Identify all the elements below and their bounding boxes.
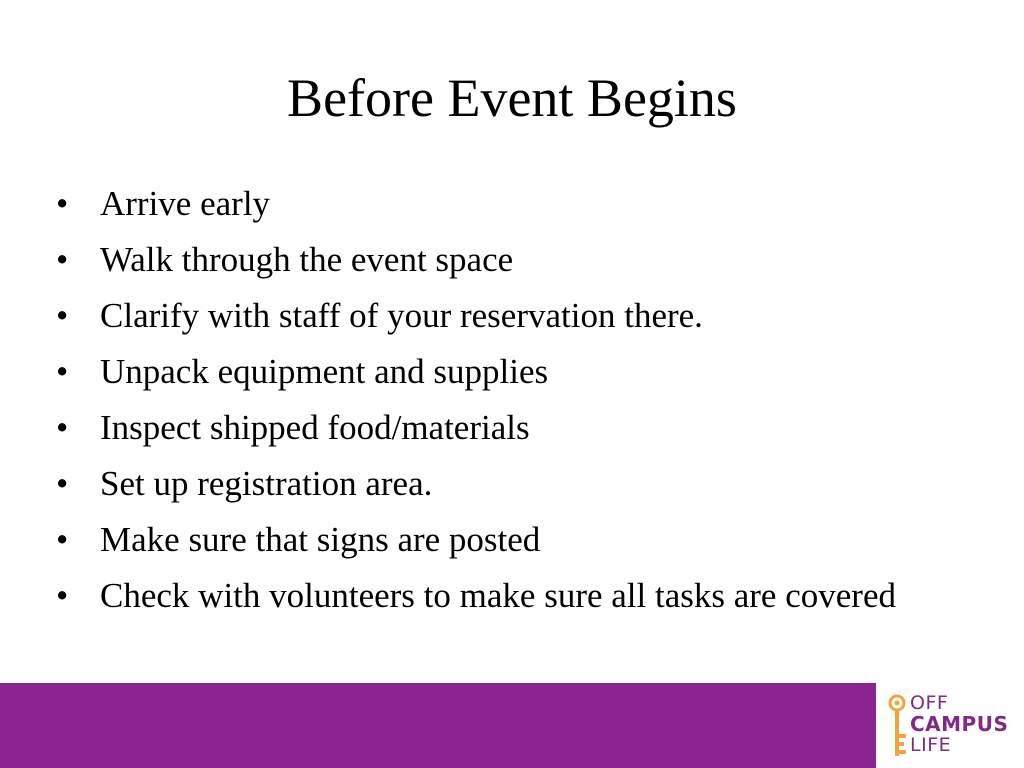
bullet-marker: •: [56, 408, 69, 447]
bullet-item: [56, 297, 956, 335]
bullet-marker: •: [56, 184, 69, 223]
bullet-text: Arrive early: [100, 184, 271, 223]
bullet-text: Check with volunteers to make sure all tasks are covered: [100, 576, 896, 615]
bullet-text: Set up registration area.: [100, 464, 433, 503]
bullet-item: [56, 241, 956, 279]
bullet-item: [56, 465, 956, 503]
logo-text: [910, 693, 1008, 755]
bullet-marker: •: [56, 576, 69, 615]
bullet-text: Inspect shipped food/materials: [100, 408, 530, 447]
footer-band: [0, 683, 876, 768]
bullet-item: [56, 185, 956, 223]
logo-line-off: OFF: [910, 692, 949, 714]
bullet-marker: •: [56, 464, 69, 503]
bullet-marker: •: [56, 352, 69, 391]
key-icon: [884, 694, 910, 758]
bullet-list: [56, 185, 956, 633]
slide-title: Before Event Begins: [287, 68, 737, 128]
bullet-marker: •: [56, 296, 69, 335]
bullet-text: Clarify with staff of your reservation there.: [100, 296, 703, 335]
bullet-item: [56, 577, 956, 615]
bullet-text: Unpack equipment and supplies: [100, 352, 549, 391]
bullet-item: [56, 521, 956, 559]
bullet-marker: •: [56, 240, 69, 279]
bullet-text: Walk through the event space: [100, 240, 514, 279]
bullet-item: [56, 409, 956, 447]
off-campus-life-logo: [876, 683, 1024, 768]
logo-line-campus: CAMPUS: [910, 712, 1009, 736]
bullet-text: Make sure that signs are posted: [100, 520, 541, 559]
bullet-marker: •: [56, 520, 69, 559]
logo-line-life: LIFE: [910, 734, 952, 756]
bullet-item: [56, 353, 956, 391]
